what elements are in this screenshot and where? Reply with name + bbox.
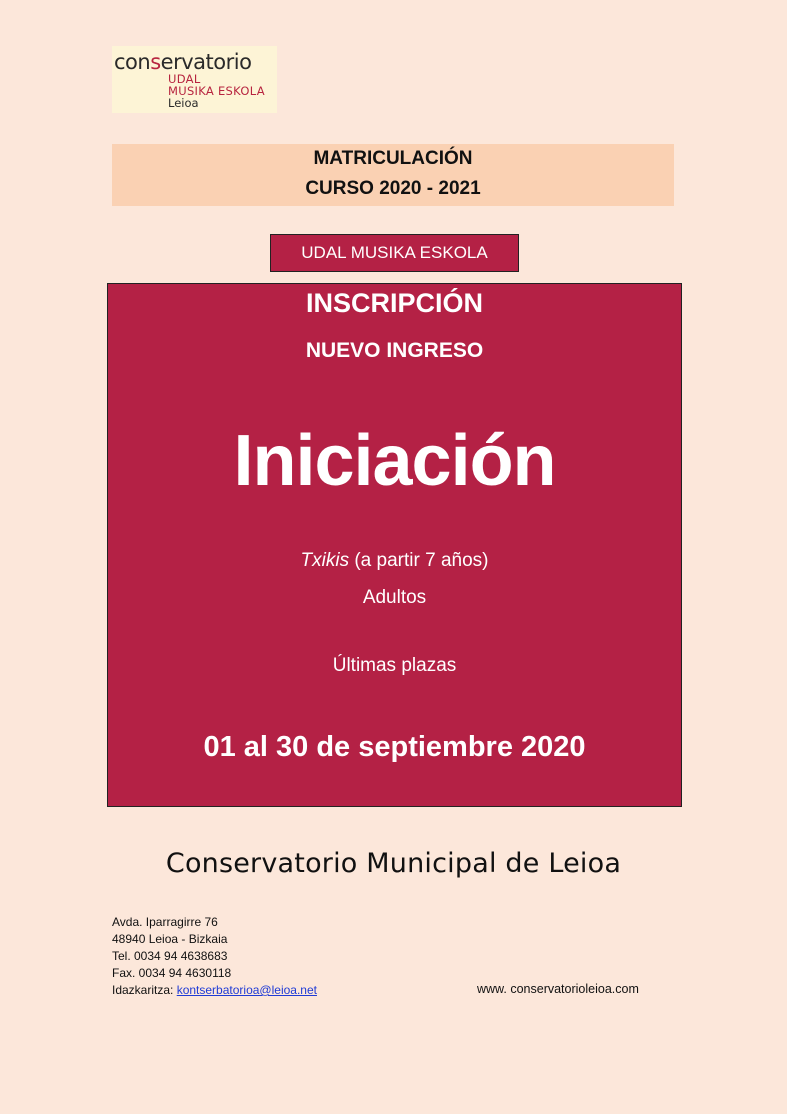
address-street: Avda. Iparragirre 76 (112, 915, 218, 929)
logo-wordmark: conservatorio (114, 50, 252, 74)
contact-block (112, 914, 317, 999)
organization-name: Conservatorio Municipal de Leioa (165, 848, 622, 879)
school-tag: UDAL MUSIKA ESKOLA (270, 234, 519, 272)
group-adults: Adultos (362, 587, 427, 608)
website-url: www. conservatorioleioa.com (477, 982, 639, 996)
phone-number: Tel. 0034 94 4638683 (112, 949, 228, 963)
group-txikis-name: Txikis (300, 550, 350, 571)
email-link[interactable]: kontserbatorioa@leioa.net (176, 983, 317, 997)
enrollment-header (112, 144, 674, 206)
panel-title: INSCRIPCIÓN (305, 288, 484, 318)
group-txikis (108, 550, 681, 572)
registration-dates: 01 al 30 de septiembre 2020 (203, 731, 586, 763)
registration-panel (107, 283, 682, 807)
email-label: Idazkaritza: (112, 983, 177, 997)
panel-headline: Iniciación (233, 421, 556, 501)
last-places-note: Últimas plazas (332, 655, 457, 676)
logo-line-udal: UDAL (168, 72, 201, 86)
header-title: MATRICULACIÓN (313, 148, 473, 169)
email-line (112, 982, 317, 999)
panel-subtitle: NUEVO INGRESO (305, 339, 484, 362)
fax-number: Fax. 0034 94 4630118 (112, 966, 232, 980)
logo-line-musika-eskola: MUSIKA ESKOLA (168, 84, 265, 98)
conservatorio-logo (112, 46, 277, 113)
group-txikis-age: (a partir 7 años) (349, 550, 489, 571)
header-course: CURSO 2020 - 2021 (305, 178, 481, 199)
address-city: 48940 Leioa - Bizkaia (112, 932, 228, 946)
logo-line-leioa: Leioa (168, 96, 199, 110)
